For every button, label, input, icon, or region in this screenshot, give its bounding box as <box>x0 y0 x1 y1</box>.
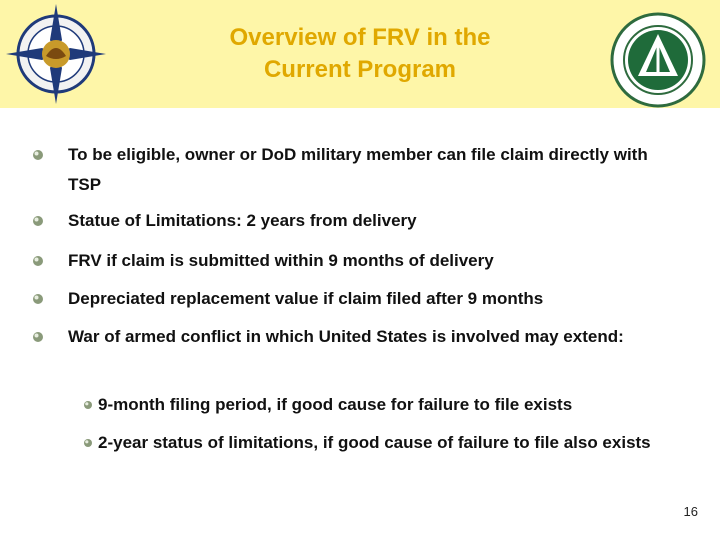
page-title <box>160 22 560 86</box>
bullet-text: Statue of Limitations: 2 years from delivery <box>68 211 417 230</box>
bullet-item <box>68 140 668 200</box>
bullet-sphere-icon <box>83 400 93 410</box>
bullet-sphere-icon <box>83 438 93 448</box>
title-banner <box>0 0 720 108</box>
bullet-item <box>68 206 668 236</box>
bullet-text: Depreciated replacement value if claim filed after 9 months <box>68 289 544 308</box>
bullet-item <box>68 322 668 352</box>
bullet-sphere-icon <box>32 149 44 161</box>
bullet-text: To be eligible, owner or DoD military member can file claim directly with TSP <box>68 145 648 194</box>
bullet-text: FRV if claim is submitted within 9 months of delivery <box>68 251 494 270</box>
ustranscom-seal-icon <box>0 0 112 108</box>
sub-bullet-text: 9-month filing period, if good cause for failure to file exists <box>98 395 573 414</box>
sub-bullet-item <box>98 390 698 420</box>
sddc-seal-icon <box>606 10 710 110</box>
bullet-sphere-icon <box>32 293 44 305</box>
title-line-1: Overview of FRV in the <box>229 24 491 51</box>
bullet-sphere-icon <box>32 331 44 343</box>
bullet-item <box>68 284 668 314</box>
bullet-sphere-icon <box>32 215 44 227</box>
page-number: 16 <box>683 504 698 519</box>
sub-bullet-item <box>98 428 698 458</box>
bullet-text: War of armed conflict in which United States is involved may extend: <box>68 327 624 346</box>
title-line-2: Current Program <box>263 56 457 83</box>
bullet-sphere-icon <box>32 255 44 267</box>
bullet-item <box>68 246 668 276</box>
sub-bullet-text: 2-year status of limitations, if good cause of failure to file also exists <box>98 433 651 452</box>
